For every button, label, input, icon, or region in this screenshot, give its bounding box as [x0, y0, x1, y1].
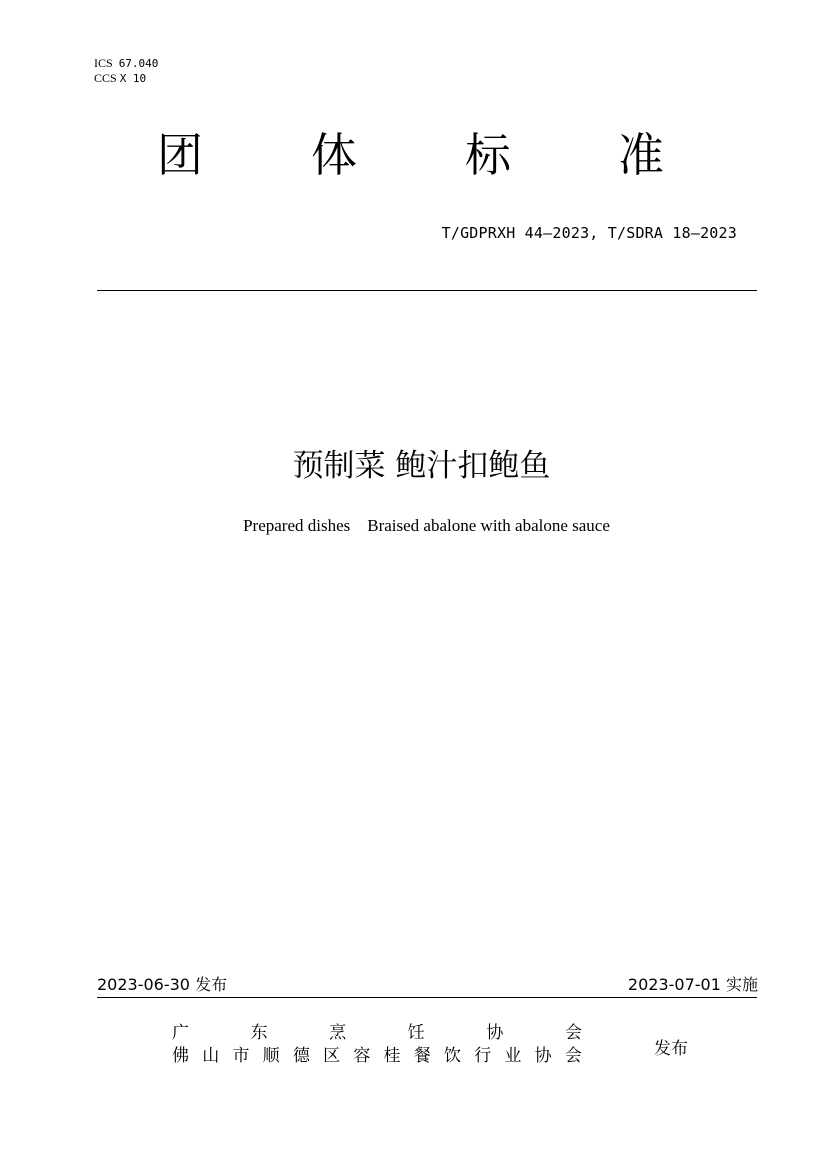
standard-number: T/GDPRXH 44—2023, T/SDRA 18—2023 [441, 224, 737, 242]
issuer-char: 业 [504, 1046, 522, 1066]
ics-line [94, 56, 158, 71]
issuer-char: 协 [534, 1046, 552, 1066]
issuer-guangdong [172, 1022, 582, 1045]
issuer-char: 餐 [413, 1046, 431, 1066]
ics-value: 67.040 [118, 57, 159, 70]
ccs-value: X 10 [119, 72, 147, 85]
issuer-char: 东 [250, 1023, 268, 1043]
issuer-char: 顺 [262, 1046, 280, 1066]
document-type-title [0, 122, 815, 192]
title-char: 团 [157, 128, 203, 182]
issuer-char: 山 [202, 1046, 220, 1066]
issuer-char: 广 [172, 1023, 189, 1043]
issuer-char: 会 [564, 1023, 582, 1043]
bottom-divider [97, 997, 757, 998]
ccs-line [94, 71, 158, 86]
classification-codes [94, 56, 158, 86]
title-char: 体 [311, 128, 357, 182]
issuer-char: 饪 [407, 1023, 425, 1043]
issuer-char: 德 [292, 1046, 310, 1066]
issuer-char: 佛 [172, 1046, 189, 1066]
issuer-char: 桂 [383, 1046, 401, 1066]
issuer-char: 市 [232, 1046, 250, 1066]
effective-date: 2023-07-01 实施 [627, 975, 758, 994]
publish-label: 发布 [654, 1039, 688, 1059]
issue-date: 2023-06-30 发布 [97, 975, 228, 994]
issuer-char: 烹 [329, 1023, 347, 1043]
english-title: Prepared dishes Braised abalone with abalone sauce [243, 516, 610, 535]
top-divider [97, 290, 757, 291]
issuer-char: 行 [474, 1046, 492, 1066]
issuer-char: 饮 [443, 1046, 461, 1066]
issuer-shunde [172, 1045, 582, 1068]
issuer-char: 会 [564, 1046, 582, 1066]
issuer-char: 容 [353, 1046, 371, 1066]
issuing-organizations [172, 1022, 582, 1068]
title-char: 准 [618, 128, 664, 182]
chinese-title: 预制菜 鲍汁扣鲍鱼 [292, 448, 551, 484]
ccs-label: CCS [94, 71, 117, 85]
title-char: 标 [465, 128, 511, 182]
issuer-char: 协 [486, 1023, 504, 1043]
ics-label: ICS [94, 56, 113, 70]
issuer-char: 区 [323, 1046, 341, 1066]
